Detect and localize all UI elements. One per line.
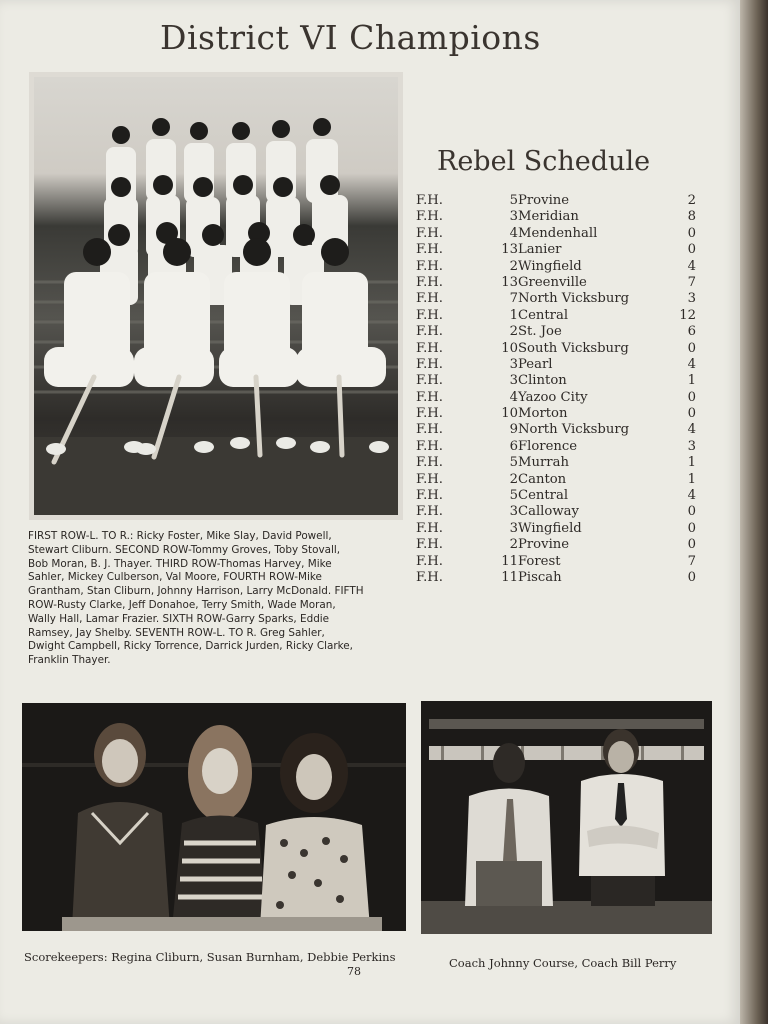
team-score: 7 [509,291,518,307]
caption-line: Bob Moran, B. J. Thayer. THIRD ROW-Thomas Harvey, Mike [28,557,332,570]
scorekeepers-caption: Scorekeepers: Regina Cliburn, Susan Burnham, Debbie Perkins [24,950,396,964]
team-label: F.H. [416,291,443,307]
schedule-row [416,275,706,291]
team-label: F.H. [416,274,443,290]
schedule-row [416,406,706,422]
schedule-row [416,439,706,455]
team-score: 2 [509,324,518,340]
schedule-row [416,308,706,324]
opponent-name: Morton [518,406,568,422]
opponent-name: Lanier [518,242,562,258]
schedule-row [416,341,706,357]
schedule-row [416,193,706,209]
opponent-score: 8 [687,209,696,225]
team-label: F.H. [416,455,443,471]
team-label: F.H. [416,340,443,356]
team-score: 13 [501,274,518,290]
opponent-score: 3 [687,291,696,307]
team-score: 6 [509,438,518,454]
opponent-name: Wingfield [518,520,582,536]
team-score: 2 [509,258,518,274]
team-score: 5 [509,193,518,208]
schedule-row [416,570,706,586]
team-label: F.H. [416,520,443,536]
schedule-row [416,259,706,275]
schedule-row [416,324,706,340]
schedule-row [416,373,706,389]
team-label: F.H. [416,258,443,274]
coaches-illustration [421,701,712,934]
team-label: F.H. [416,242,443,258]
opponent-name: Greenville [518,274,587,290]
caption-line: Grantham, Stan Cliburn, Johnny Harrison, Larry McDonald. FIFTH [28,585,364,598]
team-label: F.H. [416,324,443,340]
team-label: F.H. [416,225,443,241]
team-score: 3 [509,356,518,372]
team-score: 3 [509,209,518,225]
opponent-name: Central [518,307,569,323]
page-title: District VI Champions [160,18,541,57]
schedule-table [416,193,706,586]
team-score: 5 [509,455,518,471]
team-label: F.H. [416,356,443,372]
opponent-score: 0 [687,389,696,405]
opponent-score: 7 [687,553,696,569]
team-label: F.H. [416,471,443,487]
opponent-score: 2 [687,193,696,208]
schedule-row [416,291,706,307]
opponent-name: South Vicksburg [518,340,629,356]
team-photo-illustration [34,77,398,515]
team-label: F.H. [416,504,443,520]
opponent-score: 0 [687,406,696,422]
team-score: 3 [509,520,518,536]
opponent-score: 4 [687,488,696,504]
team-photo [29,72,403,520]
schedule-row [416,357,706,373]
opponent-name: St. Joe [518,324,562,340]
opponent-score: 4 [687,258,696,274]
team-score: 2 [509,471,518,487]
caption-line: Dwight Campbell, Ricky Torrence, Darrick Jurden, Ricky Clarke, [28,640,353,653]
opponent-name: Clinton [518,373,567,389]
schedule-row [416,455,706,471]
opponent-score: 0 [687,340,696,356]
schedule-row [416,422,706,438]
caption-line: FIRST ROW-L. TO R.: Ricky Foster, Mike Slay, David Powell, [28,530,332,542]
opponent-name: North Vicksburg [518,422,630,438]
opponent-score: 12 [679,307,696,323]
team-score: 13 [501,242,518,258]
opponent-name: Wingfield [518,258,582,274]
team-label: F.H. [416,553,443,569]
team-label: F.H. [416,438,443,454]
team-score: 11 [501,553,518,569]
schedule-row [416,242,706,258]
page-edge [740,0,768,1024]
team-label: F.H. [416,406,443,422]
team-score: 4 [509,389,518,405]
schedule-row [416,537,706,553]
caption-line: Franklin Thayer. [28,654,111,667]
team-label: F.H. [416,193,443,208]
caption-line: Stewart Cliburn. SECOND ROW-Tommy Groves, Toby Stovall, [28,543,341,556]
schedule-row [416,488,706,504]
caption-line: Wally Hall, Lamar Frazier. SIXTH ROW-Garry Sparks, Eddie [28,612,330,625]
team-score: 3 [509,504,518,520]
opponent-score: 1 [687,455,696,471]
team-score: 3 [509,373,518,389]
team-label: F.H. [416,389,443,405]
team-label: F.H. [416,209,443,225]
opponent-score: 4 [687,356,696,372]
schedule-row [416,209,706,225]
page-number: 78 [347,965,361,978]
opponent-score: 1 [687,471,696,487]
scorekeepers-illustration [22,703,406,931]
opponent-score: 0 [687,242,696,258]
caption-line: ROW-Rusty Clarke, Jeff Donahoe, Terry Smith, Wade Moran, [28,598,336,611]
team-score: 9 [509,422,518,438]
team-score: 2 [509,537,518,553]
caption-line: Ramsey, Jay Shelby. SEVENTH ROW-L. TO R. Greg Sahler, [28,626,325,639]
team-score: 11 [501,569,518,585]
opponent-score: 6 [687,324,696,340]
opponent-name: Canton [518,471,567,487]
opponent-score: 1 [687,373,696,389]
opponent-name: Florence [518,438,578,454]
team-label: F.H. [416,569,443,585]
opponent-score: 0 [687,537,696,553]
team-score: 1 [509,307,518,323]
coaches-caption: Coach Johnny Course, Coach Bill Perry [449,956,677,970]
opponent-score: 0 [687,520,696,536]
team-caption [28,530,412,668]
schedule-row [416,390,706,406]
team-score: 10 [501,340,518,356]
opponent-score: 3 [687,438,696,454]
schedule-row [416,472,706,488]
opponent-name: Forest [518,553,561,569]
opponent-score: 7 [687,274,696,290]
team-score: 5 [509,488,518,504]
opponent-name: North Vicksburg [518,291,630,307]
opponent-name: Provine [518,537,570,553]
opponent-name: Calloway [518,504,579,520]
schedule-title: Rebel Schedule [437,146,651,177]
opponent-name: Central [518,488,569,504]
team-label: F.H. [416,488,443,504]
team-label: F.H. [416,537,443,553]
opponent-name: Provine [518,193,570,208]
team-label: F.H. [416,373,443,389]
schedule-row [416,521,706,537]
team-score: 10 [501,406,518,422]
caption-line: Sahler, Mickey Culberson, Val Moore, FOURTH ROW-Mike [28,571,322,584]
opponent-name: Mendenhall [518,225,598,241]
opponent-score: 0 [687,225,696,241]
scorekeepers-photo [22,703,406,931]
schedule-row [416,226,706,242]
opponent-score: 0 [687,569,696,585]
schedule-row [416,504,706,520]
team-score: 4 [509,225,518,241]
opponent-score: 4 [687,422,696,438]
schedule-row [416,554,706,570]
team-label: F.H. [416,307,443,323]
opponent-name: Murrah [518,455,569,471]
opponent-name: Yazoo City [518,389,588,405]
team-label: F.H. [416,422,443,438]
opponent-name: Meridian [518,209,579,225]
coaches-photo [421,701,712,934]
opponent-score: 0 [687,504,696,520]
opponent-name: Pearl [518,356,553,372]
opponent-name: Piscah [518,569,562,585]
